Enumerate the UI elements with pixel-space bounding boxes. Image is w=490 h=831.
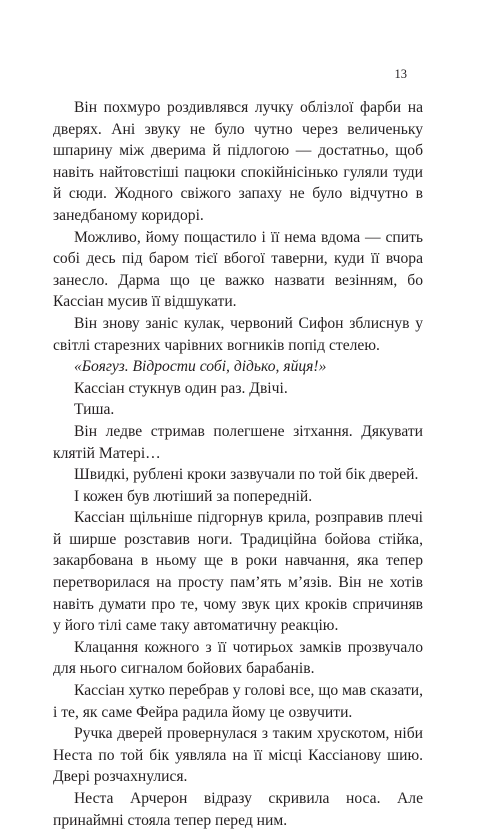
paragraph-9: І кожен був лютіший за попередній. [74, 487, 313, 505]
paragraph-4-thought: «Боягуз. Відрости собі, дідько, яйця!» [74, 358, 327, 376]
page-number: 13 [394, 67, 407, 81]
body-text [53, 97, 423, 831]
paragraph-6: Тиша. [74, 401, 115, 419]
paragraph-2: Можливо, йому пощастило і її нема вдома — спить собі десь під баром тієї вбогої таверни, куди її вчора занесло. Дарма що це важко назвати везінням, бо Кассіан мусив її відшукати. [53, 228, 423, 311]
paragraph-5: Кассіан стукнув один раз. Двічі. [74, 379, 288, 397]
paragraph-13: Ручка дверей провернулася з таким хрускотом, ніби Неста по той бік уявляла на її місці Кассіанову шию. Двері розчахнулися. [53, 725, 423, 786]
paragraph-1: Він похмуро роздивлявся лучку облізлої фарби на дверях. Ані звуку не було чутно через величеньку шпарину між дверима й підлогою — достатньо, щоб навіть найтовстіші пацюки спокійнісінько гуляли туди й сюди. Жодного свіжого запаху не було відчутно в занедбаному коридорі. [53, 99, 423, 224]
paragraph-10: Кассіан щільніше підгорнув крила, розправив плечі й ширше розставив ноги. Традиційна бойова стійка, закарбована в ньому ще в роки навчання, яка тепер перетворилася на просту пам’ять м’язів. Він не хотів навіть думати про те, чому звук цих кроків спричиняв у його тілі саме таку автоматичну реакцію. [53, 509, 423, 635]
paragraph-11: Клацання кожного з її чотирьох замків прозвучало для нього сигналом бойових барабанів. [53, 638, 423, 678]
paragraph-12: Кассіан хутко перебрав у голові все, що мав сказати, і те, як саме Фейра радила йому це озвучити. [53, 682, 423, 721]
paragraph-14: Неста Арчерон відразу скривила носа. Але принаймні стояла тепер перед ним. [53, 790, 423, 829]
paragraph-3: Він знову заніс кулак, червоний Сифон зблиснув у світлі старезних чарівних вогників попід стелею. [53, 314, 423, 354]
paragraph-7: Він ледве стримав полегшене зітхання. Дякувати клятій Матері… [53, 422, 423, 462]
paragraph-8: Швидкі, рублені кроки зазвучали по той бік дверей. [74, 466, 419, 484]
